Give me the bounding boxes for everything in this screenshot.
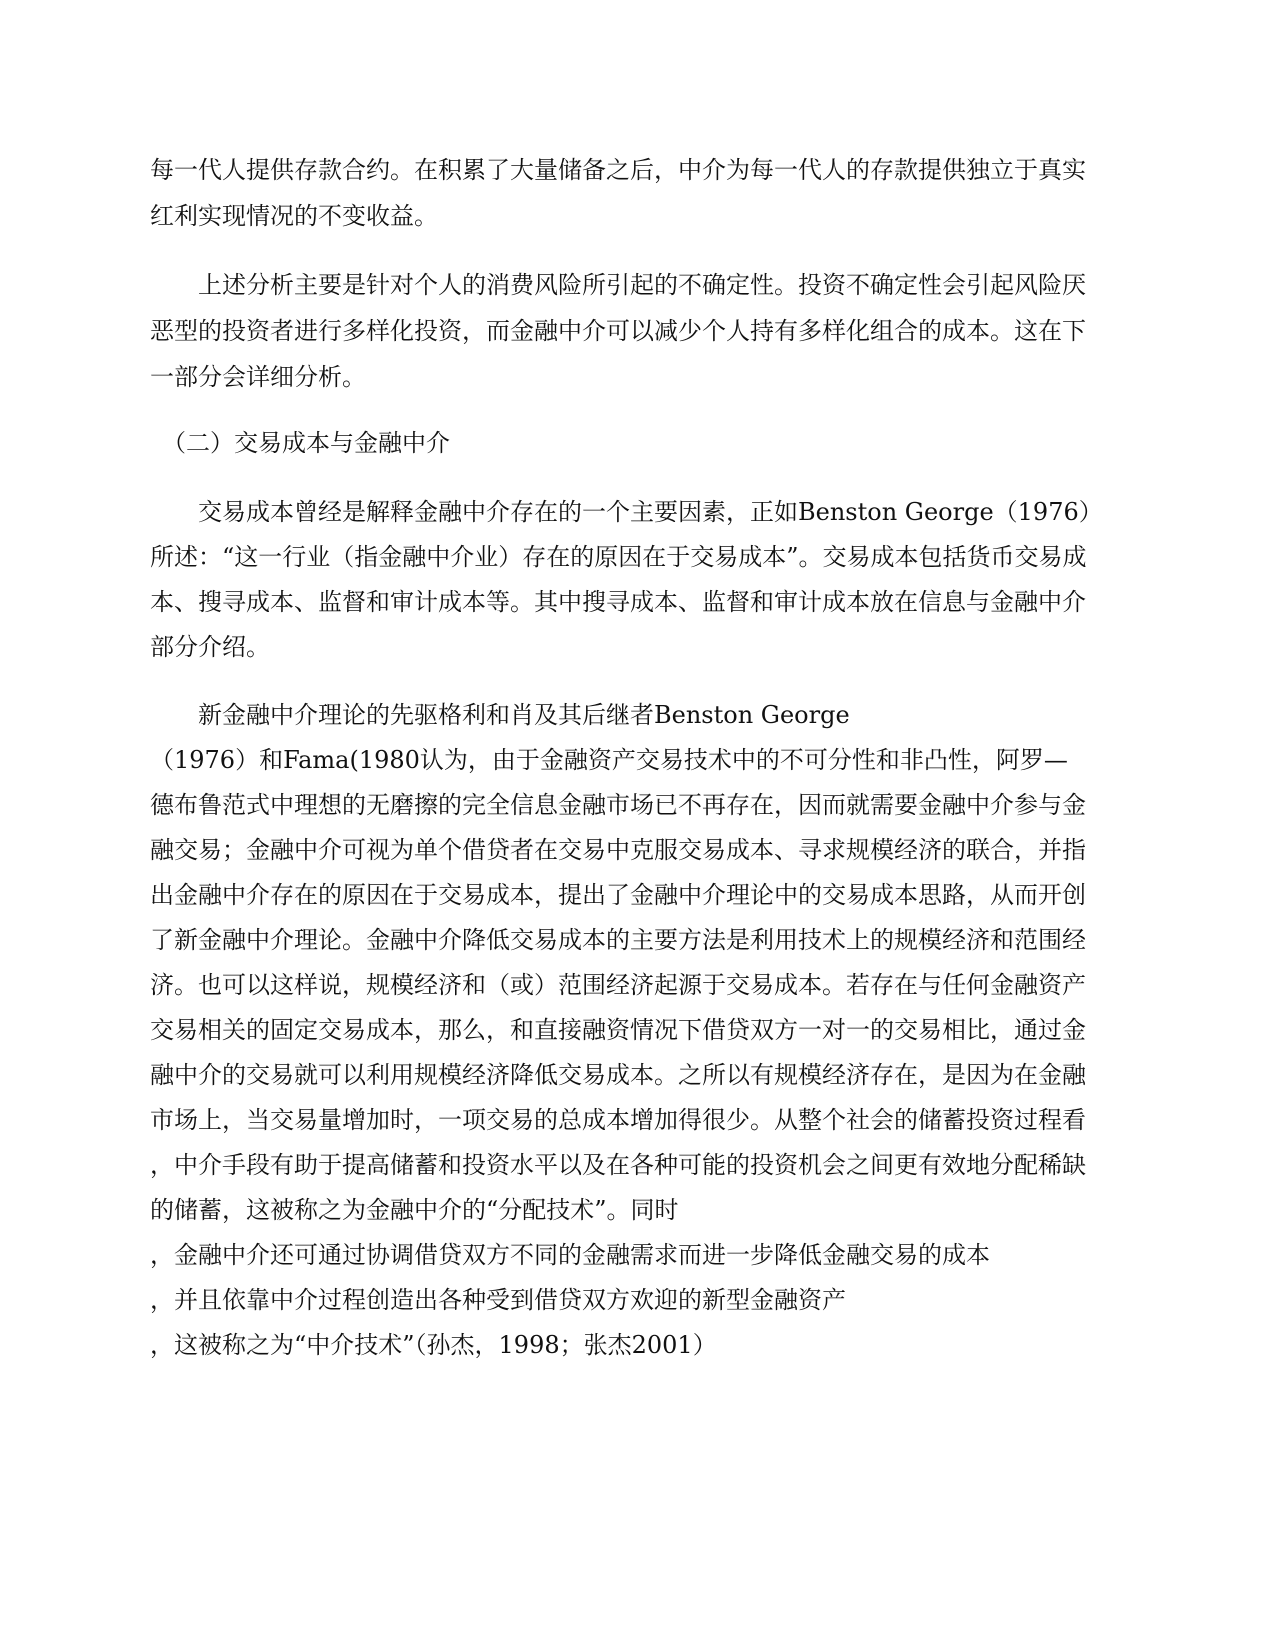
text-line: 的储蓄，这被称之为金融中介的“分配技术”。同时 [150, 1196, 679, 1224]
text-line: 所述：“这一行业（指金融中介业）存在的原因在于交易成本”。交易成本包括货币交易成 [150, 543, 1087, 571]
text-line: 融中介的交易就可以利用规模经济降低交易成本。之所以有规模经济存在，是因为在金融 [150, 1061, 1086, 1089]
text-line: ，金融中介还可通过协调借贷双方不同的金融需求而进一步降低金融交易的成本 [150, 1241, 990, 1269]
text-line: 交易成本曾经是解释金融中介存在的一个主要因素，正如Benston George（1976） [150, 498, 1103, 526]
text-line: 融交易；金融中介可视为单个借贷者在交易中克服交易成本、寻求规模经济的联合，并指 [150, 836, 1086, 864]
text-line: 恶型的投资者进行多样化投资，而金融中介可以减少个人持有多样化组合的成本。这在下 [150, 317, 1086, 345]
text-line: 上述分析主要是针对个人的消费风险所引起的不确定性。投资不确定性会引起风险厌 [150, 271, 1086, 299]
text-line: 每一代人提供存款合约。在积累了大量储备之后，中介为每一代人的存款提供独立于真实 [150, 156, 1086, 184]
text-line: ，中介手段有助于提高储蓄和投资水平以及在各种可能的投资机会之间更有效地分配稀缺 [150, 1151, 1086, 1179]
text-line: 红利实现情况的不变收益。 [150, 202, 438, 230]
text-line: ，并且依靠中介过程创造出各种受到借贷双方欢迎的新型金融资产 [150, 1286, 846, 1314]
text-line: 济。也可以这样说，规模经济和（或）范围经济起源于交易成本。若存在与任何金融资产 [150, 971, 1086, 999]
text-line: 本、搜寻成本、监督和审计成本等。其中搜寻成本、监督和审计成本放在信息与金融中介 [150, 588, 1086, 616]
text-line: 部分介绍。 [150, 633, 270, 661]
text-line: 了新金融中介理论。金融中介降低交易成本的主要方法是利用技术上的规模经济和范围经 [150, 926, 1086, 954]
text-line: 一部分会详细分析。 [150, 363, 366, 391]
heading-line: （二）交易成本与金融中介 [150, 429, 450, 457]
text-line: 德布鲁范式中理想的无磨擦的完全信息金融市场已不再存在，因而就需要金融中介参与金 [150, 791, 1086, 819]
text-line: （1976）和Fama(1980认为，由于金融资产交易技术中的不可分性和非凸性，阿罗— [150, 746, 1068, 774]
text-line: 新金融中介理论的先驱格利和肖及其后继者Benston George [150, 701, 850, 729]
text-line: ，这被称之为“中介技术”（孙杰，1998；张杰2001） [150, 1331, 717, 1359]
text-line: 市场上，当交易量增加时，一项交易的总成本增加得很少。从整个社会的储蓄投资过程看 [150, 1106, 1086, 1134]
text-line: 出金融中介存在的原因在于交易成本，提出了金融中介理论中的交易成本思路，从而开创 [150, 881, 1086, 909]
text-line: 交易相关的固定交易成本，那么，和直接融资情况下借贷双方一对一的交易相比，通过金 [150, 1016, 1086, 1044]
